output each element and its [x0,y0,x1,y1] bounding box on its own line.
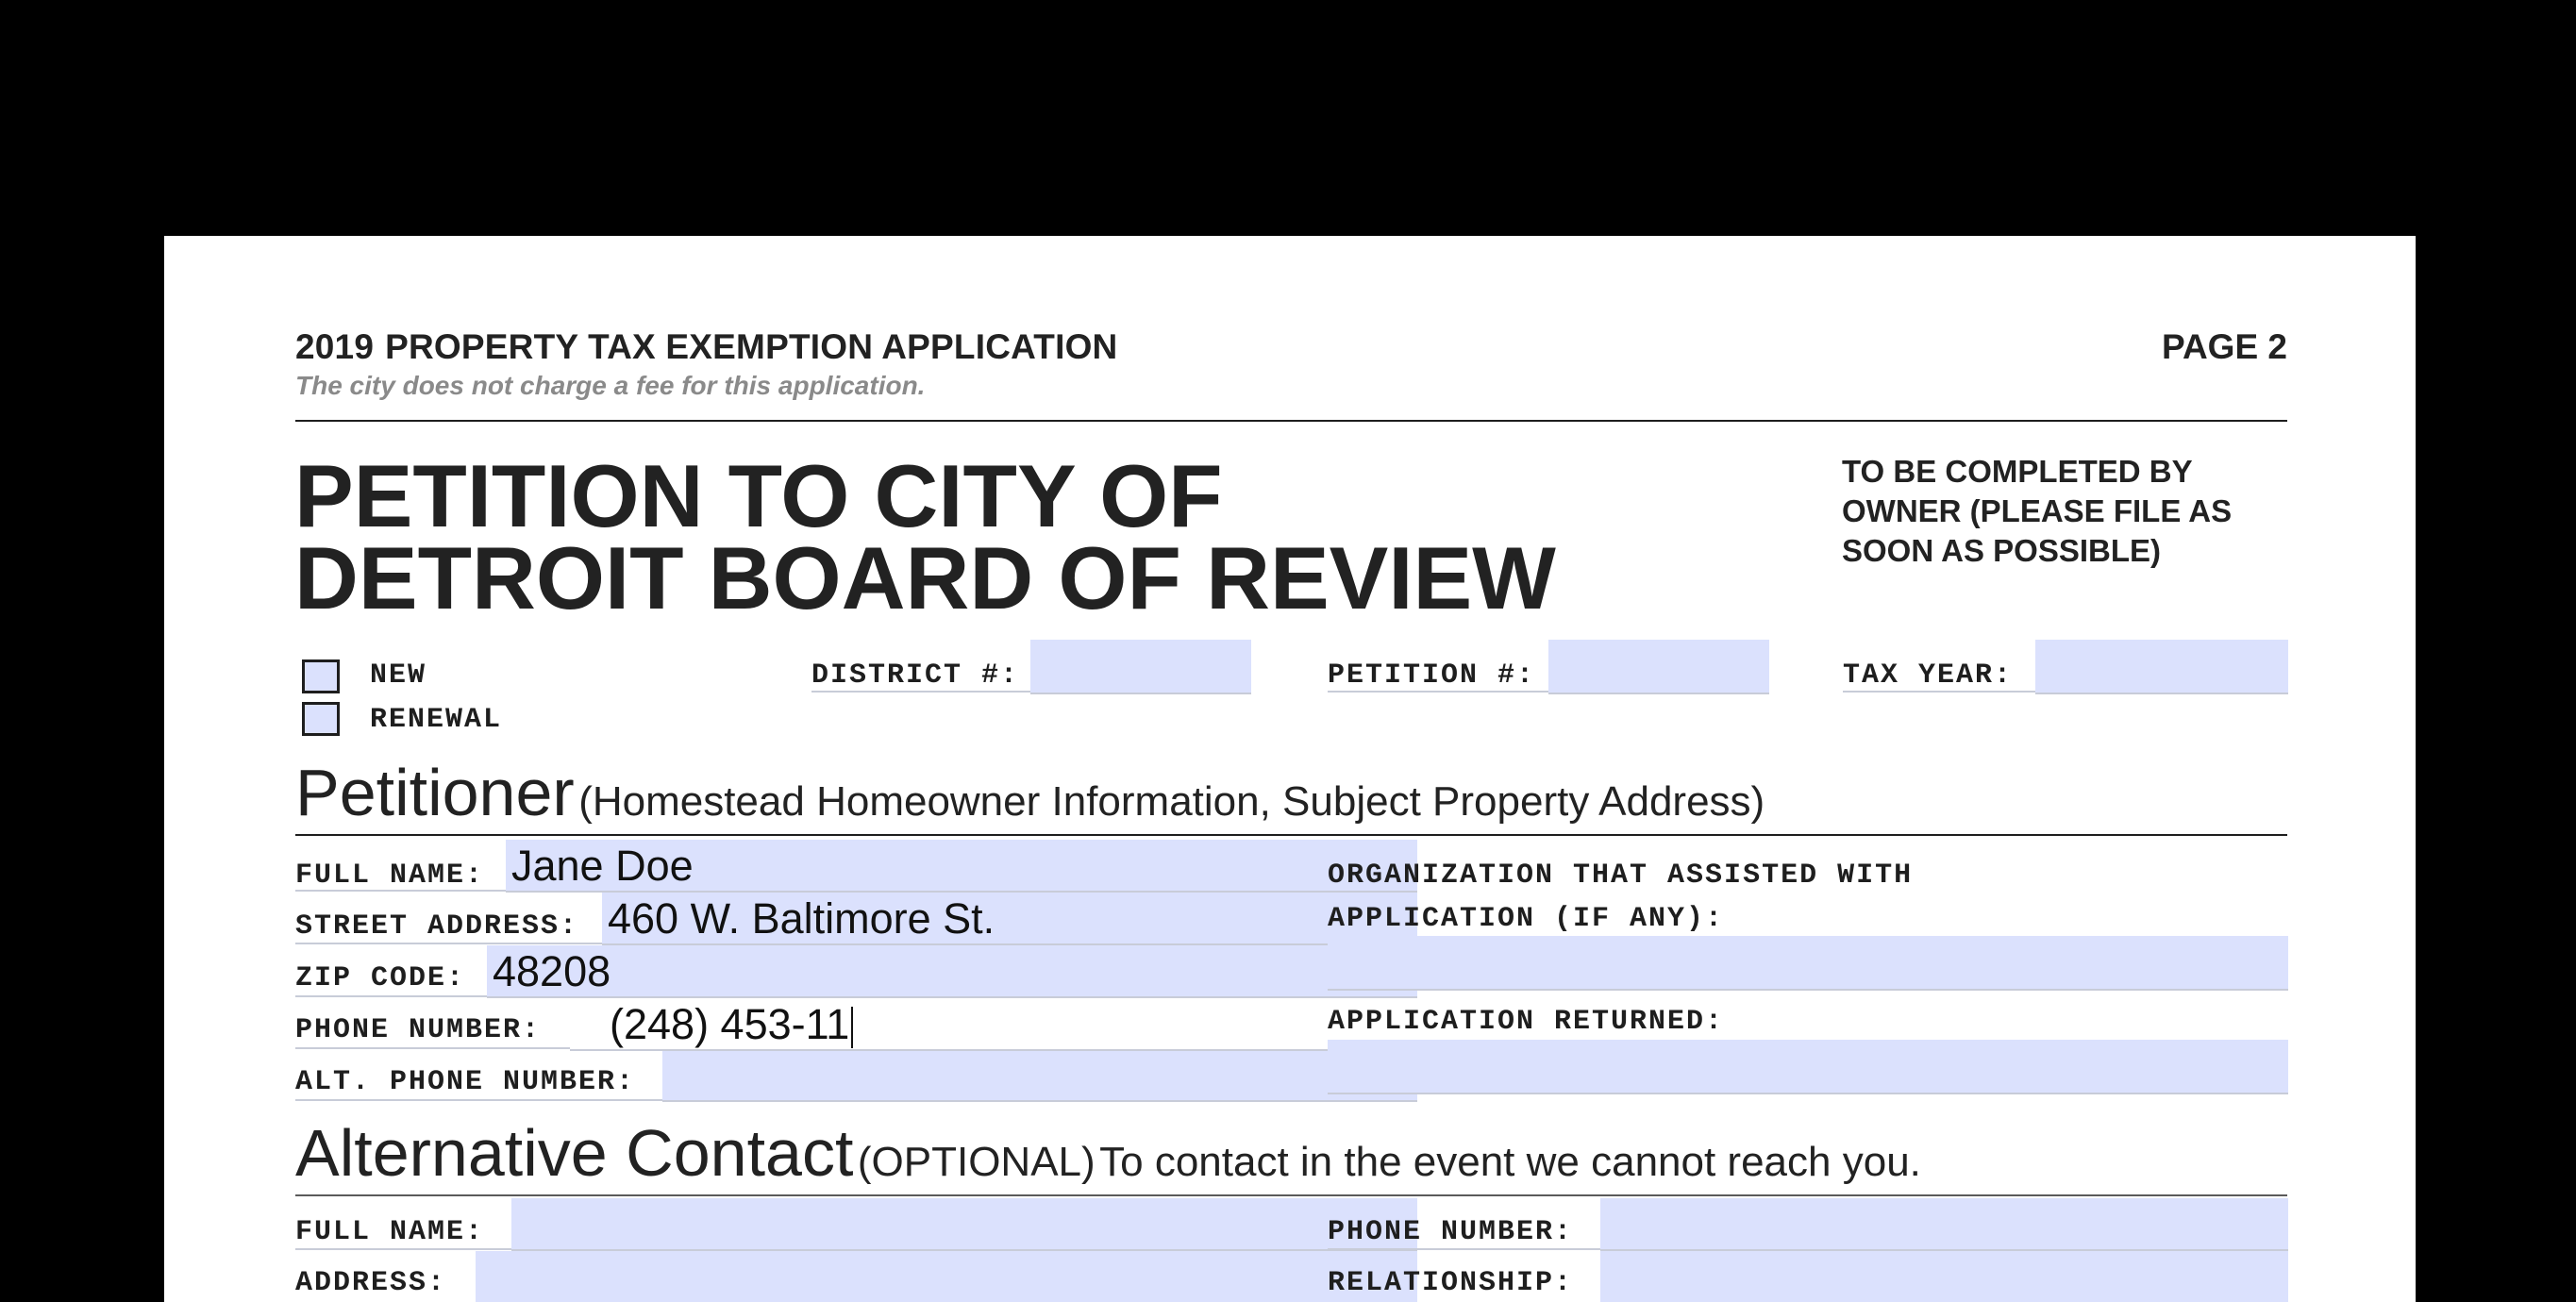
relationship-label: RELATIONSHIP: [1328,1267,1574,1299]
street-address-value: 460 W. Baltimore St. [608,894,995,943]
petitioner-subheading: (Homestead Homeowner Information, Subject Property Address) [578,778,1765,825]
text-cursor [851,1007,853,1048]
tax-year-underline [1843,691,2035,693]
renewal-checkbox[interactable] [302,702,340,736]
form-year: 2019 [295,327,375,366]
petitioner-heading: Petitioner [295,756,575,829]
full-name-value: Jane Doe [511,842,694,890]
relationship-input[interactable] [1600,1251,2288,1302]
zip-code-value: 48208 [493,947,611,995]
phone-number-input[interactable] [570,998,1417,1051]
alt-full-name-underline [295,1248,511,1250]
new-checkbox[interactable] [302,659,340,693]
petition-title-line1: PETITION TO CITY OF [294,446,1223,545]
tax-year-field[interactable] [2035,640,2288,694]
alt-phone-number-label: PHONE NUMBER: [1328,1216,1574,1248]
form-subtitle: The city does not charge a fee for this application. [295,371,926,400]
petition-title [294,446,1556,627]
organization-label-line1: ORGANIZATION THAT ASSISTED WITH [1328,860,1914,892]
district-field[interactable] [1030,640,1251,694]
form-title: PROPERTY TAX EXEMPTION APPLICATION [385,327,1118,366]
application-returned-label: APPLICATION RETURNED: [1328,1006,1725,1038]
new-label: NEW [370,659,427,692]
street-address-label: STREET ADDRESS: [295,910,579,943]
organization-input[interactable] [1328,936,2288,991]
renewal-label: RENEWAL [370,704,503,736]
alt-phone-input[interactable] [662,1051,1417,1102]
full-name-input[interactable] [506,840,1417,893]
alt-address-label: ADDRESS: [295,1267,447,1299]
form-page [164,236,2416,1302]
completion-note: TO BE COMPLETED BY OWNER (PLEASE FILE AS SOON AS POSSIBLE) [1842,454,2233,568]
petitioner-divider [295,834,2287,836]
full-name-label: FULL NAME: [295,860,485,892]
phone-number-value [610,1000,853,1048]
alt-contact-divider [295,1194,2287,1196]
alt-phone-underline [295,1099,662,1101]
alt-address-input[interactable] [476,1251,1417,1302]
full-name-underline [295,890,506,892]
alt-phone-label: ALT. PHONE NUMBER: [295,1066,636,1098]
alt-phone-number-underline [1328,1248,1600,1250]
alt-contact-description: To contact in the event we cannot reach you. [1099,1139,1921,1185]
zip-code-underline [295,995,487,997]
header-divider [295,420,2287,422]
petition-title-line2: DETROIT BOARD OF REVIEW [294,528,1556,627]
phone-number-underline [295,1047,570,1049]
alt-full-name-label: FULL NAME: [295,1216,485,1248]
petition-field[interactable] [1548,640,1769,694]
street-address-underline [295,943,602,944]
zip-code-input[interactable] [487,945,1417,998]
alt-contact-heading: Alternative Contact [295,1116,854,1190]
phone-number-label: PHONE NUMBER: [295,1014,542,1046]
street-address-input[interactable] [602,893,1417,945]
phone-number-text: (248) 453-11 [610,1000,850,1048]
organization-label-line2: APPLICATION (IF ANY): [1328,903,1725,935]
alt-contact-optional: (OPTIONAL) [857,1139,1096,1185]
application-returned-input[interactable] [1328,1040,2288,1094]
district-label: DISTRICT #: [811,659,1020,692]
district-underline [811,691,1030,693]
page-number: PAGE 2 [2162,327,2287,366]
petition-underline [1328,691,1548,693]
alt-full-name-input[interactable] [511,1198,1417,1251]
petition-label: PETITION #: [1328,659,1536,692]
alt-contact-section-heading [295,1115,1921,1191]
tax-year-label: TAX YEAR: [1843,659,2014,692]
zip-code-label: ZIP CODE: [295,962,466,994]
petitioner-section-heading [295,755,1765,830]
alt-phone-number-input[interactable] [1600,1198,2288,1251]
form-header-title [295,327,1117,367]
